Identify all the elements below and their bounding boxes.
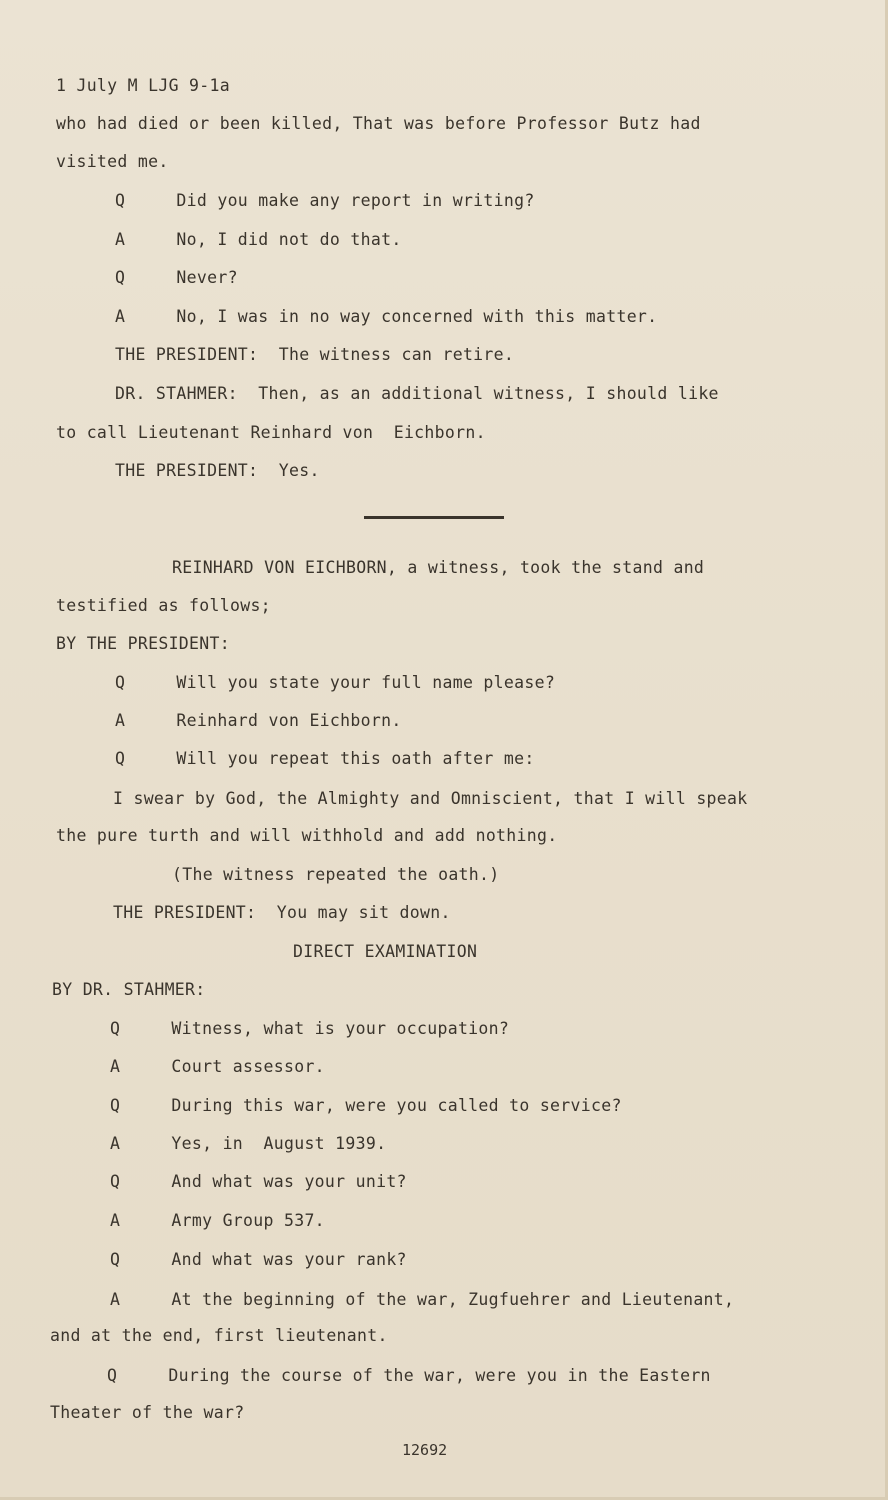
text-line: REINHARD VON EICHBORN, a witness, took the stand and: [172, 558, 705, 577]
text-line: Q During this war, were you called to service?: [110, 1096, 622, 1115]
text-line: A No, I was in no way concerned with this matter.: [115, 307, 658, 326]
text-line: testified as follows;: [56, 596, 271, 615]
text-line: BY THE PRESIDENT:: [56, 634, 230, 653]
section-heading: DIRECT EXAMINATION: [293, 942, 478, 961]
text-line: the pure turth and will withhold and add nothing.: [56, 826, 558, 845]
text-line: THE PRESIDENT: The witness can retire.: [115, 345, 515, 364]
text-line: to call Lieutenant Reinhard von Eichborn.: [56, 423, 486, 442]
text-line: I swear by God, the Almighty and Omniscient, that I will speak: [113, 789, 748, 808]
text-line: A Reinhard von Eichborn.: [115, 711, 402, 730]
text-line: A Court assessor.: [110, 1057, 325, 1076]
text-line: Q Never?: [115, 268, 238, 287]
text-line: Q And what was your rank?: [110, 1250, 407, 1269]
text-line: DR. STAHMER: Then, as an additional witness, I should like: [115, 384, 719, 403]
text-line: A Army Group 537.: [110, 1211, 325, 1230]
text-line: THE PRESIDENT: Yes.: [115, 461, 320, 480]
text-line: (The witness repeated the oath.): [172, 865, 500, 884]
text-line: Q Witness, what is your occupation?: [110, 1019, 510, 1038]
text-line: THE PRESIDENT: You may sit down.: [113, 903, 451, 922]
text-line: Q Will you state your full name please?: [115, 673, 556, 692]
text-line: who had died or been killed, That was before Professor Butz had: [56, 114, 701, 133]
text-line: BY DR. STAHMER:: [52, 980, 206, 999]
text-line: Q During the course of the war, were you in the Eastern: [107, 1366, 711, 1385]
section-divider: [364, 516, 504, 519]
text-line: and at the end, first lieutenant.: [50, 1326, 388, 1345]
text-line: A No, I did not do that.: [115, 230, 402, 249]
text-line: A Yes, in August 1939.: [110, 1134, 387, 1153]
text-line: Q And what was your unit?: [110, 1172, 407, 1191]
text-line: Q Will you repeat this oath after me:: [115, 749, 535, 768]
text-line: Theater of the war?: [50, 1403, 245, 1422]
page-number: 12692: [402, 1441, 448, 1459]
text-line: Q Did you make any report in writing?: [115, 191, 535, 210]
text-line: A At the beginning of the war, Zugfuehrer and Lieutenant,: [110, 1290, 735, 1309]
text-line: visited me.: [56, 152, 169, 171]
page-header: 1 July M LJG 9-1a: [56, 76, 230, 95]
